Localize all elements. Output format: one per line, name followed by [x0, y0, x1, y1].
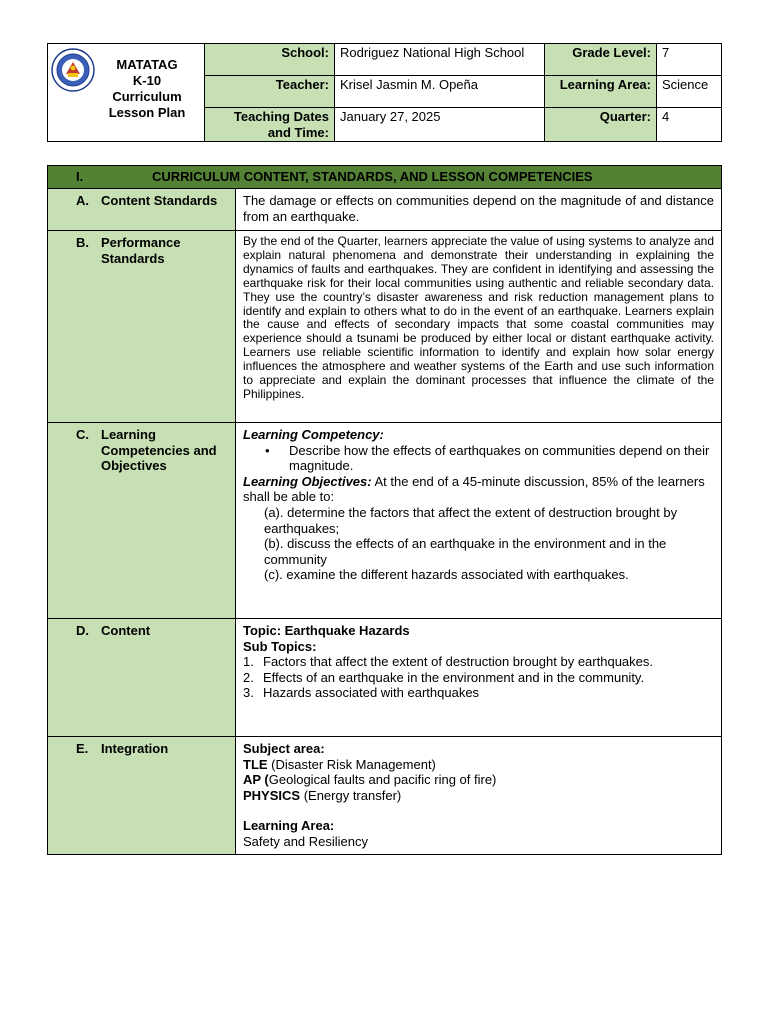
- subtopics-heading: Sub Topics:: [243, 638, 317, 654]
- learning-area-text: Safety and Resiliency: [243, 833, 369, 849]
- subtopic-item: [243, 685, 714, 701]
- competencies-label: [48, 423, 236, 619]
- subject-area-heading: Subject area:: [243, 741, 325, 756]
- competency-heading: Learning Competency:: [243, 427, 384, 442]
- section-title: CURRICULUM CONTENT, STANDARDS, AND LESSON COMPETENCIES: [152, 169, 593, 185]
- tle-line: [243, 757, 714, 773]
- bullet-icon: •: [265, 442, 270, 458]
- content-standards-label: [48, 189, 236, 231]
- row-letter: E.: [76, 741, 89, 756]
- teacher-label: Teacher:: [205, 76, 335, 108]
- section-number: I.: [76, 169, 84, 185]
- competency-item: [243, 443, 714, 474]
- row-label: Integration: [101, 741, 169, 756]
- row-letter: A.: [76, 193, 89, 208]
- ap-line: [243, 772, 714, 788]
- school-value: Rodriguez National High School: [335, 44, 545, 76]
- physics-label: PHYSICS: [243, 787, 301, 803]
- subtopic-number: 2.: [243, 669, 254, 685]
- curriculum-table: [47, 165, 722, 855]
- ap-text: Geological faults and pacific ring of fire): [268, 772, 497, 788]
- quarter-value: 4: [657, 108, 722, 142]
- content-label: [48, 619, 236, 737]
- grade-label: Grade Level:: [545, 44, 657, 76]
- content-details: [236, 619, 722, 737]
- objectives-heading: Learning Objectives:: [243, 473, 372, 489]
- performance-standards-text: By the end of the Quarter, learners appreciate the value of using systems to analyze and explain natural phenomena and demonstrate their understanding in explaining the dynamics of faults and earthquakes. They are confident in identifying and assessing the earthquake risk for their local communities using authentic and reliable secondary data. They use the country’s disaster awareness and risk reduction management plans to identify and explain to others what to do in the event of an earthquake. Learners explain the cause and effects of secondary impacts that some coastal communities may experience should a tsunami be produced by either local or distant earthquake activity. Learners use reliable scientific information to identify and explain how solar energy influences the atmosphere and weather systems of the Earth and use such information to appreciate and explain the dominant processes that influence the climate of the Philippines.: [236, 231, 722, 423]
- teaching-dates-label: Teaching Dates and Time:: [205, 108, 335, 142]
- learning-area-value: Science: [657, 76, 722, 108]
- subtopic-text: Hazards associated with earthquakes: [263, 685, 480, 701]
- tle-label: TLE: [243, 756, 268, 772]
- row-label: Content Standards: [101, 193, 218, 208]
- content-standards-text: The damage or effects on communities depend on the magnitude of and distance from an earthquake.: [236, 189, 722, 231]
- integration-content: [236, 737, 722, 855]
- objective-item: (c). examine the different hazards associated with earthquakes.: [264, 567, 629, 583]
- teacher-value: Krisel Jasmin M. Opeña: [335, 76, 545, 108]
- row-label: Performance Standards: [101, 235, 181, 266]
- subtopic-number: 3.: [243, 685, 254, 701]
- title-line: MATATAG: [116, 57, 178, 72]
- competencies-content: [236, 423, 722, 619]
- learning-area-heading: Learning Area:: [243, 818, 335, 834]
- physics-line: [243, 788, 714, 804]
- objective-item: (b). discuss the effects of an earthquake in the environment and in the community: [264, 536, 667, 567]
- physics-text: (Energy transfer): [300, 787, 402, 803]
- section-header: [48, 166, 722, 189]
- tle-text: (Disaster Risk Management): [267, 756, 436, 772]
- spacer: [243, 803, 714, 818]
- objectives-paragraph: [243, 474, 714, 505]
- objectives-intro: At the end of a 45-minute discussion, 85% of the learners shall be able to:: [243, 473, 705, 505]
- subtopic-item: [243, 654, 714, 670]
- grade-value: 7: [657, 44, 722, 76]
- quarter-label: Quarter:: [545, 108, 657, 142]
- subtopics-list: [243, 654, 714, 701]
- school-label: School:: [205, 44, 335, 76]
- title-line: K-10: [132, 73, 162, 88]
- lesson-plan-title: [93, 57, 201, 121]
- subtopic-text: Effects of an earthquake in the environment and in the community.: [263, 669, 645, 685]
- title-line: Curriculum: [112, 89, 182, 104]
- lesson-plan-header: [47, 43, 722, 142]
- deped-seal-icon: [51, 48, 95, 92]
- topic-heading: Topic: Earthquake Hazards: [243, 623, 410, 638]
- subtopic-text: Factors that affect the extent of destruction brought by earthquakes.: [263, 654, 653, 670]
- subtopic-item: [243, 670, 714, 686]
- ap-label: AP (: [243, 772, 269, 788]
- row-letter: C.: [76, 427, 89, 442]
- learning-area-label: Learning Area:: [545, 76, 657, 108]
- row-letter: D.: [76, 623, 89, 638]
- teaching-dates-value: January 27, 2025: [335, 108, 545, 142]
- row-label: Learning Competencies and Objectives: [101, 427, 217, 474]
- row-label: Content: [101, 623, 151, 638]
- header-logo-cell: [48, 44, 205, 142]
- objective-item: (a). determine the factors that affect the extent of destruction brought by earthquakes;: [264, 504, 678, 536]
- performance-standards-label: [48, 231, 236, 423]
- title-line: Lesson Plan: [108, 105, 186, 120]
- competency-text: Describe how the effects of earthquakes on communities depend on their magnitude.: [289, 442, 710, 474]
- subtopic-number: 1.: [243, 654, 254, 670]
- row-letter: B.: [76, 235, 89, 250]
- integration-label: [48, 737, 236, 855]
